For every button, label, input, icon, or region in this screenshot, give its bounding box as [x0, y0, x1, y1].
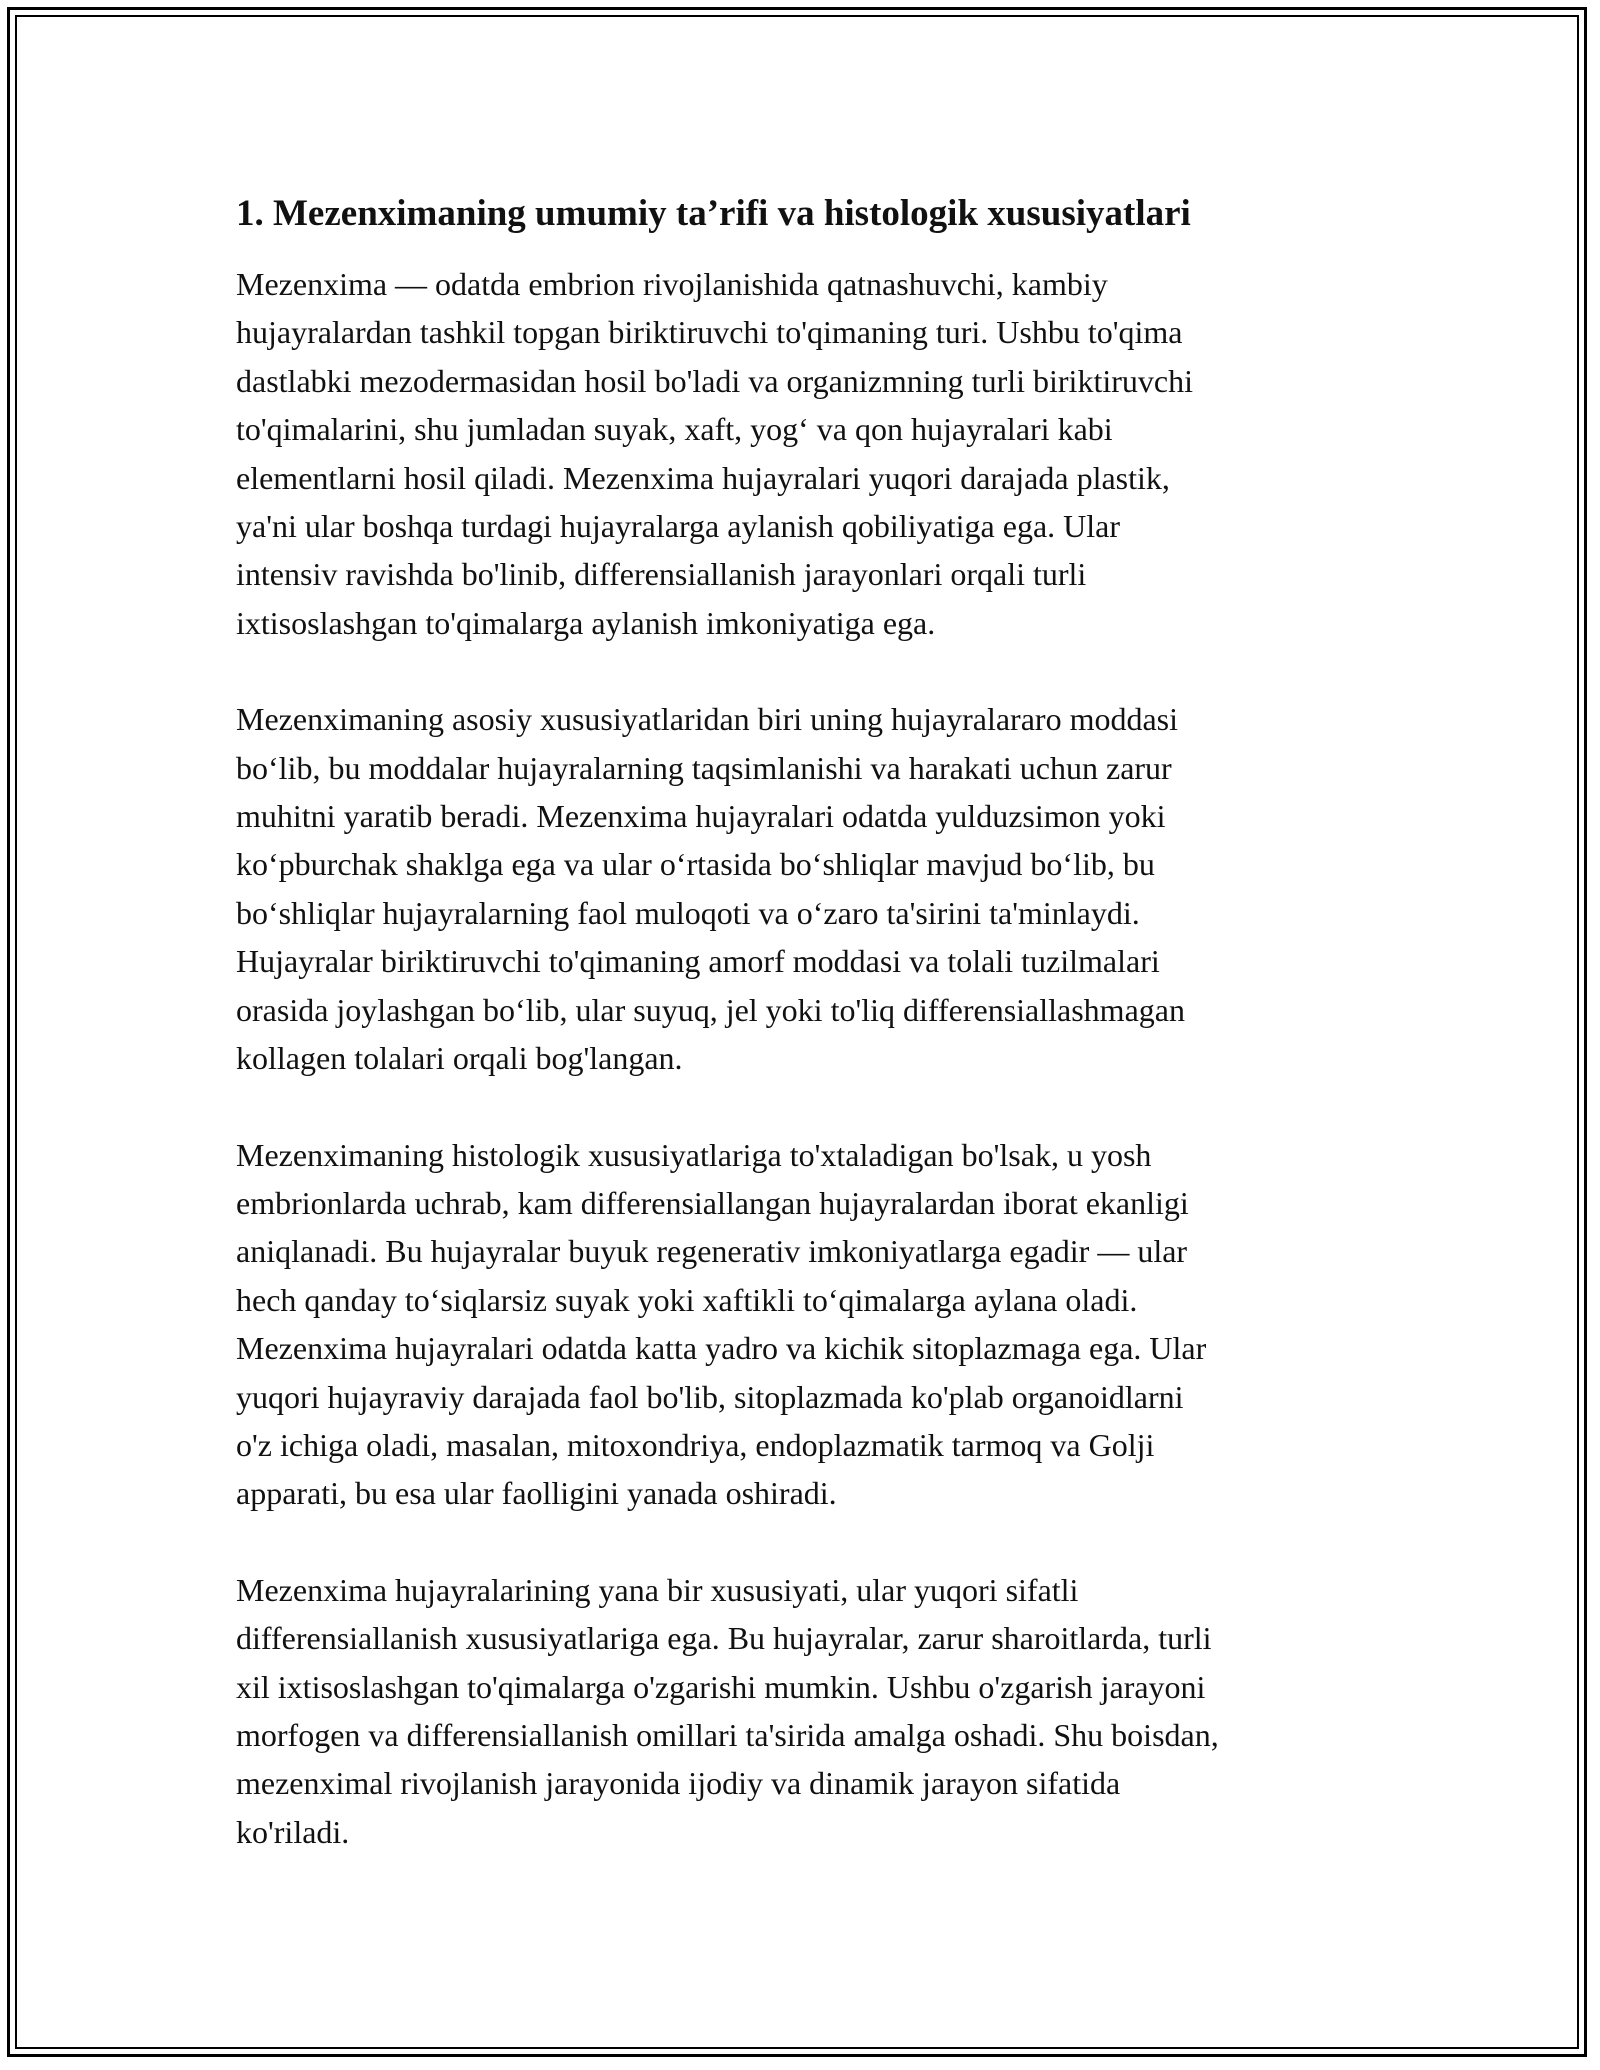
text-line: embrionlarda uchrab, kam differensiallangan hujayralardan iborat ekanligi	[236, 1184, 1189, 1221]
text-line: ya'ni ular boshqa turdagi hujayralarga aylanish qobiliyatiga ega. Ular	[236, 508, 1120, 545]
text-line: mezenximal rivojlanish jarayonida ijodiy va dinamik jarayon sifatida	[236, 1765, 1121, 1802]
text-line: differensiallanish xususiyatlariga ega. Bu hujayralar, zarur sharoitlarda, turli	[236, 1620, 1212, 1657]
text-line: bo‘lib, bu moddalar hujayralarning taqsimlanishi va harakati uchun zarur	[236, 749, 1172, 786]
text-line: intensiv ravishda bo'linib, differensiallanish jarayonlari orqali turli	[236, 556, 1087, 593]
text-line: elementlarni hosil qiladi. Mezenxima hujayralari yuqori darajada plastik,	[236, 459, 1170, 496]
text-line: kollagen tolalari orqali bog'langan.	[236, 1040, 683, 1077]
text-line: Mezenxima hujayralari odatda katta yadro va kichik sitoplazmaga ega. Ular	[236, 1330, 1207, 1367]
document-body	[236, 190, 1386, 1904]
text-line: Hujayralar biriktiruvchi to'qimaning amorf moddasi va tolali tuzilmalari	[236, 943, 1160, 980]
text-line: xil ixtisoslashgan to'qimalarga o'zgarishi mumkin. Ushbu o'zgarish jarayoni	[236, 1668, 1206, 1705]
text-line: Mezenxima — odatda embrion rivojlanishida qatnashuvchi, kambiy	[236, 266, 1108, 302]
text-line: ko'riladi.	[236, 1813, 350, 1850]
paragraph-1	[236, 260, 1386, 647]
text-line: ixtisoslashgan to'qimalarga aylanish imkoniyatiga ega.	[236, 604, 936, 641]
text-line: hujayralardan tashkil topgan biriktiruvchi to'qimaning turi. Ushbu to'qima	[236, 314, 1183, 351]
text-line: ko‘pburchak shaklga ega va ular o‘rtasida bo‘shliqlar mavjud bo‘lib, bu	[236, 846, 1155, 883]
text-line: dastlabki mezodermasidan hosil bo'ladi va organizmning turli biriktiruvchi	[236, 362, 1193, 399]
text-line: bo‘shliqlar hujayralarning faol muloqoti va o‘zaro ta'sirini ta'minlaydi.	[236, 894, 1140, 931]
text-line: Mezenxima hujayralarining yana bir xususiyati, ular yuqori sifatli	[236, 1571, 1079, 1608]
text-line: hech qanday to‘siqlarsiz suyak yoki xaftikli to‘qimalarga aylana oladi.	[236, 1281, 1138, 1318]
text-line: apparati, bu esa ular faolligini yanada oshiradi.	[236, 1475, 837, 1512]
text-line: aniqlanadi. Bu hujayralar buyuk regenerativ imkoniyatlarga egadir — ular	[236, 1233, 1188, 1270]
text-line: o'z ichiga oladi, masalan, mitoxondriya, endoplazmatik tarmoq va Golji	[236, 1426, 1155, 1463]
section-heading: 1. Mezenximaning umumiy ta’rifi va histologik xususiyatlari	[236, 193, 1191, 234]
text-line: to'qimalarini, shu jumladan suyak, xaft, yog‘ va qon hujayralari kabi	[236, 411, 1113, 448]
paragraph-3	[236, 1131, 1386, 1518]
paragraph-2	[236, 695, 1386, 1082]
text-line: Mezenximaning asosiy xususiyatlaridan biri uning hujayralararo moddasi	[236, 701, 1178, 738]
text-line: morfogen va differensiallanish omillari ta'sirida amalga oshadi. Shu boisdan,	[236, 1716, 1219, 1753]
paragraph-4	[236, 1566, 1386, 1856]
text-line: muhitni yaratib beradi. Mezenxima hujayralari odatda yulduzsimon yoki	[236, 798, 1166, 835]
text-line: yuqori hujayraviy darajada faol bo'lib, sitoplazmada ko'plab organoidlarni	[236, 1378, 1184, 1415]
text-line: Mezenximaning histologik xususiyatlariga to'xtaladigan bo'lsak, u yosh	[236, 1136, 1152, 1173]
text-line: orasida joylashgan bo‘lib, ular suyuq, jel yoki to'liq differensiallashmagan	[236, 991, 1185, 1028]
